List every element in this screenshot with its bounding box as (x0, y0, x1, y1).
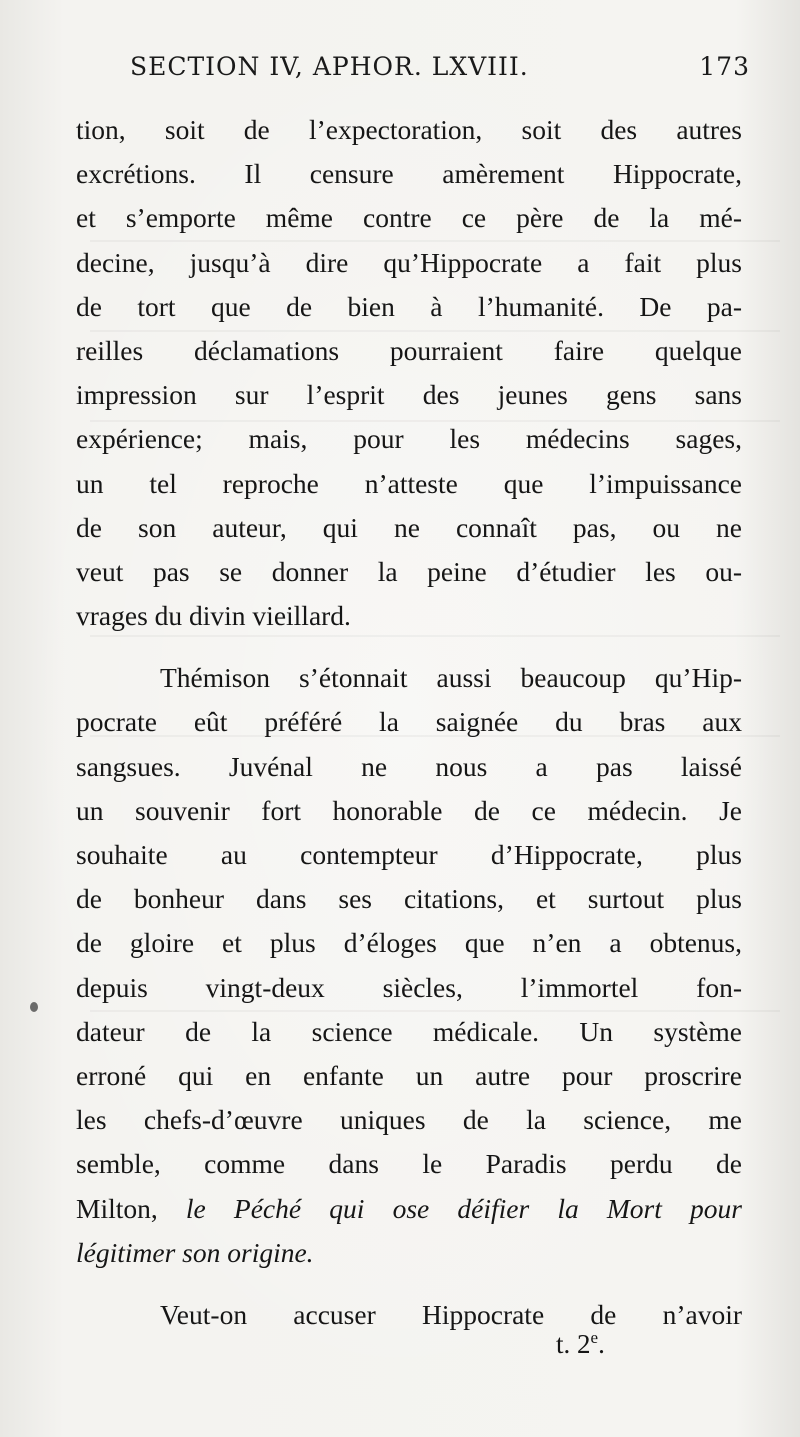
text-line: tion, soit de l’expectoration, soit des autres (76, 114, 742, 145)
paragraph-1 (76, 108, 742, 638)
text-line: les chefs-d’œuvre uniques de la science, me (76, 1104, 742, 1136)
text-line: sangsues. Juvénal ne nous a pas laissé (76, 750, 742, 782)
signature-superscript: e (590, 1328, 599, 1347)
text-line: dateur de la science médicale. Un système (76, 1015, 742, 1047)
text-line: pocrate eût préféré la saignée du bras aux (76, 706, 742, 738)
italic-quote: le Péché qui ose déifier la Mort pour (185, 1192, 743, 1224)
text-line: veut pas se donner la peine d’étudier les ou- (76, 555, 742, 587)
text-line: de tort que de bien à l’humanité. De pa- (76, 290, 742, 322)
signature-mark (556, 1328, 605, 1360)
text-line: decine, jusqu’à dire qu’Hippocrate a fait plus (76, 246, 742, 278)
text-line: de son auteur, qui ne connaît pas, ou ne (76, 511, 742, 543)
ink-spot (30, 1002, 38, 1012)
roman-text: Milton, (76, 1192, 186, 1224)
italic-quote: légitimer son origine. (76, 1236, 314, 1268)
running-header (130, 52, 750, 81)
body-text (76, 108, 742, 1337)
text-line: impression sur l’esprit des jeunes gens sans (76, 379, 742, 411)
text-line: souhaite au contempteur d’Hippocrate, plus (76, 839, 742, 870)
text-line: de gloire et plus d’éloges que n’en a obtenus, (76, 927, 742, 959)
text-line: un souvenir fort honorable de ce médecin. Je (76, 794, 742, 826)
paragraph-2 (76, 656, 742, 1275)
text-line: semble, comme dans le Paradis perdu de (76, 1148, 742, 1180)
text-line: erroné qui en enfante un autre pour proscrire (76, 1059, 742, 1091)
text-line: de bonheur dans ses citations, et surtout plus (76, 883, 742, 915)
text-line: Thémison s’étonnait aussi beaucoup qu’Hip- (160, 662, 742, 694)
text-line: Veut-on accuser Hippocrate de n’avoir (160, 1298, 742, 1330)
signature-period: . (598, 1329, 605, 1359)
text-line: reilles déclamations pourraient faire quelque (76, 334, 742, 366)
text-line: un tel reproche n’atteste que l’impuissance (76, 467, 742, 499)
text-line (76, 1231, 742, 1275)
text-line (76, 1187, 742, 1231)
running-title: SECTION IV, APHOR. LXVIII. (130, 52, 529, 81)
text-line: depuis vingt-deux siècles, l’immortel fon- (76, 971, 742, 1003)
text-line: expérience; mais, pour les médecins sages, (76, 423, 742, 455)
signature-text: t. 2 (556, 1329, 591, 1359)
page-number: 173 (699, 52, 750, 81)
text-line: excrétions. Il censure amèrement Hippocrate, (76, 158, 742, 190)
text-line: et s’emporte même contre ce père de la mé- (76, 202, 742, 234)
paragraph-3 (76, 1293, 742, 1337)
text-line: vrages du divin vieillard. (76, 600, 351, 632)
